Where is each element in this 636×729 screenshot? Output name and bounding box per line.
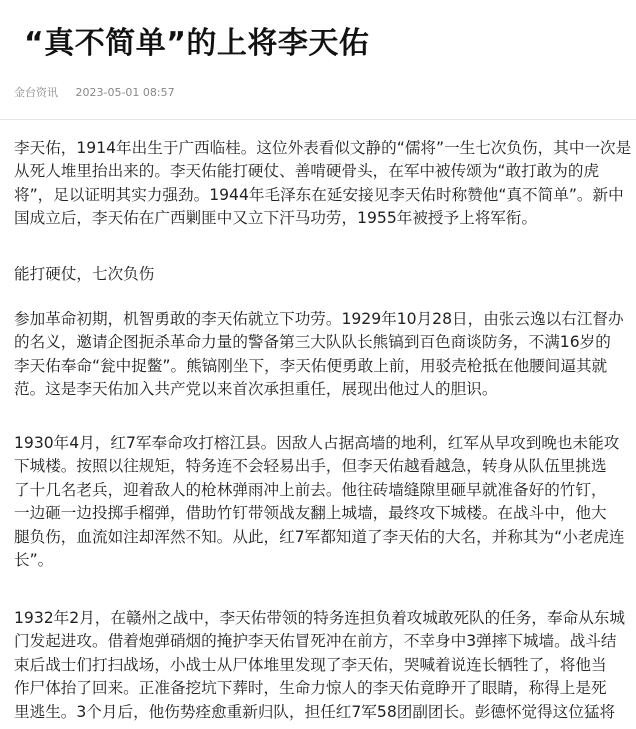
text-line: 一边砸一边投掷手榴弹，借助竹钉带领战友翻上城墙，最终攻下城楼。在战斗中，他大 — [14, 504, 607, 523]
text-line: 束后战士们打扫战场，小战士从尸体堆里发现了李天佑，哭喊着说连长牺牲了，将他当 — [14, 655, 607, 674]
text-line: 能打硬仗，七次负伤 — [14, 265, 155, 283]
text-line: 里逃生。3个月后，他伤势痊愈重新归队，担任红7军58团副团长。彭德怀觉得这位猛将 — [14, 702, 616, 721]
text-line: 参加革命初期，机智勇敢的李天佑就立下功劳。1929年10月28日，由张云逸以右江督办 — [14, 310, 624, 328]
paragraph-1930 — [14, 432, 625, 572]
text-line: 1932年2月，在赣州之战中，李天佑带领的特务连担负着攻城敢死队的任务，奉命从东城 — [14, 609, 625, 627]
paragraph-1929 — [14, 308, 624, 402]
text-line: 长”。 — [14, 550, 54, 569]
divider — [0, 119, 636, 120]
paragraph-1932 — [14, 607, 625, 724]
text-line: 将”，足以证明其实力强劲。1944年毛泽东在延安接见李天佑时称赞他“真不简单”。新中 — [14, 185, 624, 204]
text-line: 李天佑奉命“瓮中捉鳖”。熊镐刚坐下，李天佑便勇敢上前，用驳壳枪抵在他腰间逼其就 — [14, 356, 608, 375]
text-line: 门发起进攻。借着炮弹硝烟的掩护李天佑冒死冲在前方，不幸身中3弹摔下城墙。战斗结 — [14, 632, 617, 651]
text-line: 李天佑，1914年出生于广西临桂。这位外表看似文静的“儒将”一生七次负伤，其中一次是 — [14, 139, 632, 157]
publish-date: 2023-05-01 08:57 — [75, 86, 175, 99]
text-line: 了十几名老兵，迎着敌人的枪林弹雨冲上前去。他往砖墙缝隙里砸早就准备好的竹钉， — [14, 480, 607, 499]
text-line: 腿负伤，血流如注却浑然不知。从此，红7军都知道了李天佑的大名，并称其为“小老虎连 — [14, 527, 625, 546]
section-heading — [14, 263, 620, 286]
text-line: 国成立后，李天佑在广西剿匪中又立下汗马功劳，1955年被授予上将军衔。 — [14, 209, 538, 228]
text-line: 从死人堆里抬出来的。李天佑能打硬仗、善啃硬骨头，在军中被传颂为“敢打敢为的虎 — [14, 162, 600, 181]
text-line: 的名义，邀请企图扼杀革命力量的警备第三大队队长熊镐到百色商谈防务，不满16岁的 — [14, 333, 611, 352]
source-name[interactable]: 金台资讯 — [14, 86, 58, 99]
article-meta — [14, 86, 175, 100]
paragraph-intro — [14, 137, 632, 231]
text-line: 范。这是李天佑加入共产党以来首次承担重任，展现出他过人的胆识。 — [14, 380, 498, 399]
text-line: 1930年4月，红7军奉命攻打榕江县。因敌人占据高墙的地利，红军从早攻到晚也未能攻 — [14, 434, 620, 452]
article-title: “真不简单”的上将李天佑 — [24, 26, 370, 61]
text-line: 作尸体抬了回来。正准备挖坑下葬时，生命力惊人的李天佑竟睁开了眼睛，称得上是死 — [14, 679, 607, 698]
text-line: 下城楼。按照以往规矩，特务连不会轻易出手，但李天佑越看越急，转身从队伍里挑选 — [14, 457, 607, 476]
